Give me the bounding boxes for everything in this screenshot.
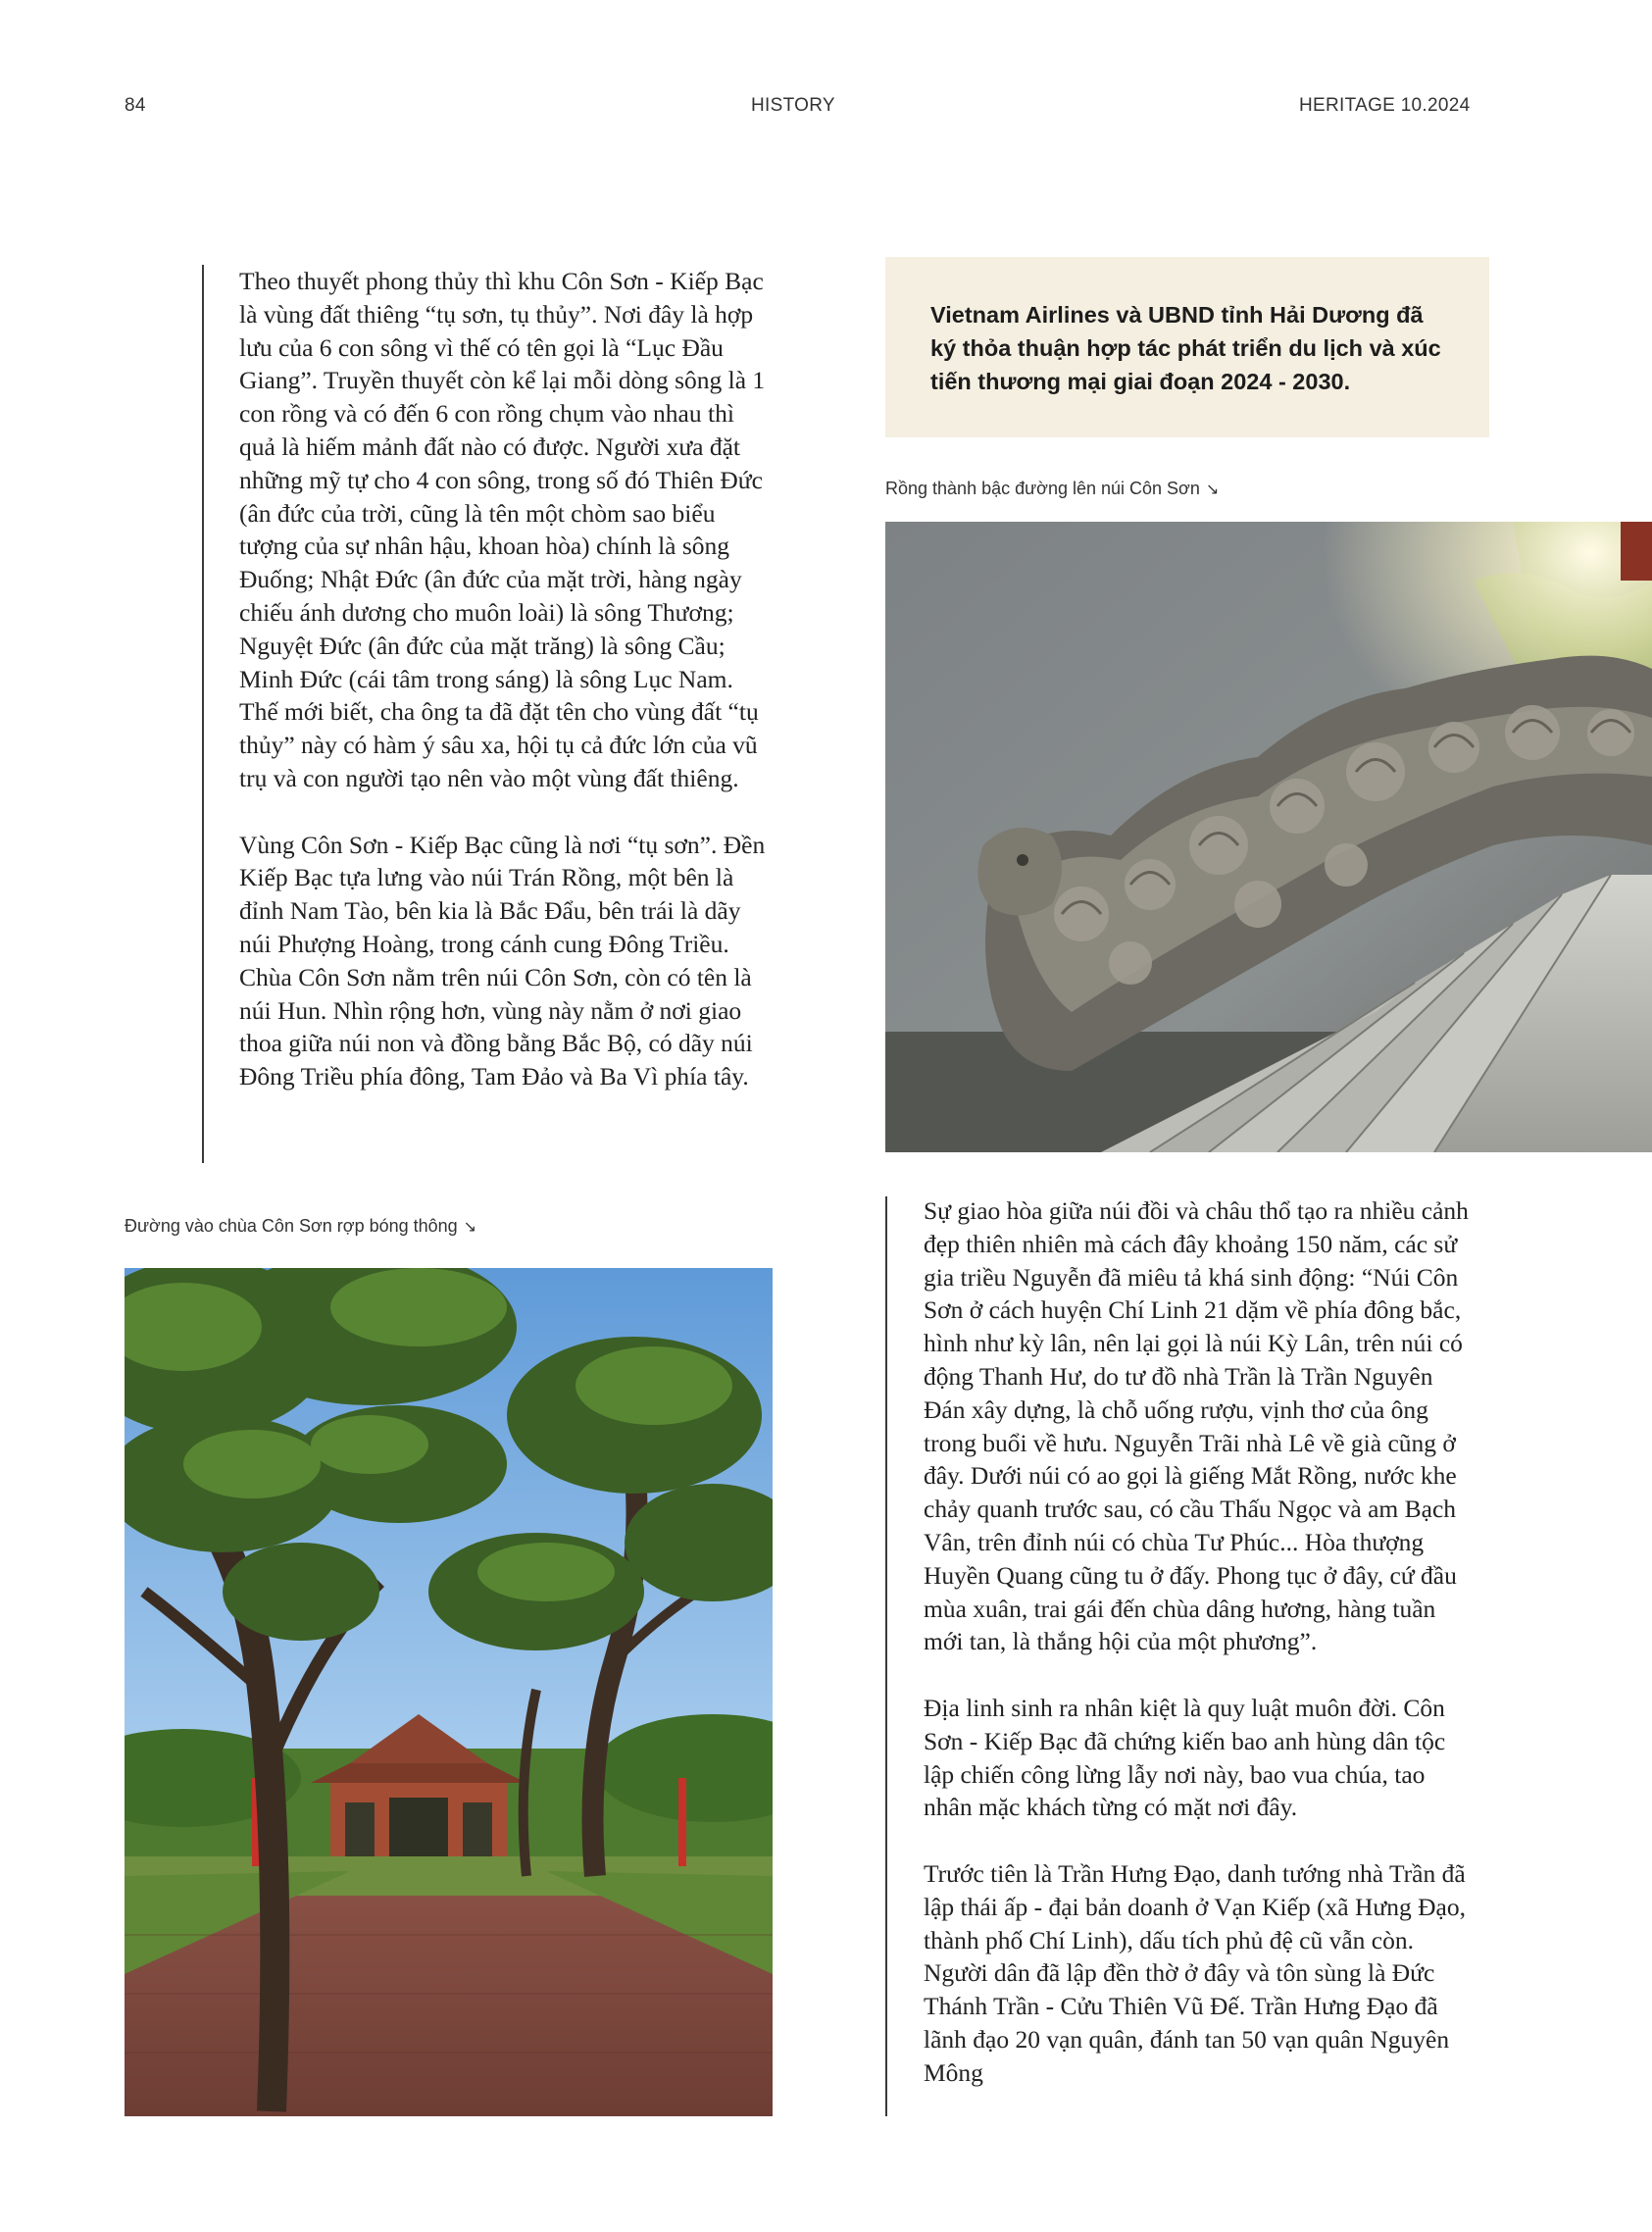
page-number: 84 bbox=[125, 95, 146, 116]
right-column-rule bbox=[885, 1196, 887, 2116]
caption-text: Đường vào chùa Côn Sơn rợp bóng thông bbox=[125, 1216, 458, 1236]
pine-photo-caption bbox=[125, 1216, 476, 1237]
callout-text: Vietnam Airlines và UBND tỉnh Hải Dương đã ký thỏa thuận hợp tác phát triển du lịch và xúc tiến thương mại giai đoạn 2024 - 2030. bbox=[930, 302, 1441, 394]
paragraph: Trước tiên là Trần Hưng Đạo, danh tướng nhà Trần đã lập thái ấp - đại bản doanh ở Vạn Kiếp (xã Hưng Đạo, thành phố Chí Linh), dấu tích phủ đệ cũ vẫn còn. Người dân đã lập đền thờ ở đây và tôn sùng là Đức Thánh Trần - Cửu Thiên Vũ Đế. Trần Hưng Đạo đã lãnh đạo 20 vạn quân, đánh tan 50 vạn quân Nguyên Mông bbox=[924, 1858, 1466, 2087]
paragraph: Theo thuyết phong thủy thì khu Côn Sơn - Kiếp Bạc là vùng đất thiêng “tụ sơn, tụ thủy”. Nơi đây là hợp lưu của 6 con sông vì thế có tên gọi là “Lục Đầu Giang”. Truyền thuyết còn kể lại mỗi dòng sông là 1 con rồng và có đến 6 con rồng chụm vào nhau thì quả là hiếm mảnh đất nào có được. Người xưa đặt những mỹ tự cho 4 con sông, trong số đó Thiên Đức (ân đức của trời, cũng là tên một chòm sao biểu tượng của sự nhân hậu, khoan hòa) chính là sông Đuống; Nhật Đức (ân đức của mặt trời, hàng ngày chiếu ánh dương cho muôn loài) là sông Thương; Nguyệt Đức (ân đức của mặt trăng) là sông Cầu; Minh Đức (cái tâm trong sáng) là sông Lục Nam. Thế mới biết, cha ông ta đã đặt tên cho vùng đất “tụ thủy” này có hàm ý sâu xa, hội tụ cả đức lớn của vũ trụ và con người tạo nên vào một vùng đất thiêng. bbox=[239, 267, 766, 792]
left-column-rule bbox=[202, 265, 204, 1163]
pine-pathway-photo bbox=[125, 1268, 773, 2116]
arrow-down-right-icon: ↘ bbox=[463, 1219, 477, 1236]
paragraph: Sự giao hòa giữa núi đồi và châu thổ tạo ra nhiều cảnh đẹp thiên nhiên mà cách đây khoảng 150 năm, các sử gia triều Nguyễn đã miêu tả khá sinh động: “Núi Côn Sơn ở cách huyện Chí Linh 21 dặm về phía đông bắc, hình như kỳ lân, nên lại gọi là núi Kỳ Lân, trên núi có động Thanh Hư, do tư đồ nhà Trần là Trần Nguyên Đán xây dựng, là chỗ uống rượu, vịnh thơ của ông trong buổi về hưu. Nguyễn Trãi nhà Lê về già cũng ở đây. Dưới núi có ao gọi là giếng Mắt Rồng, nước khe chảy quanh trước sau, có cầu Thấu Ngọc và am Bạch Vân, trên đỉnh núi có chùa Tư Phúc... Hòa thượng Huyền Quang cũng tu ở đấy. Phong tục ở đây, cứ đầu mùa xuân, trai gái đến chùa dâng hương, hàng tuần mới tan, là thắng hội của một phương”. bbox=[924, 1196, 1469, 1656]
dragon-photo-caption bbox=[885, 479, 1219, 499]
arrow-down-right-icon: ↘ bbox=[1205, 482, 1220, 498]
issue-label: HERITAGE 10.2024 bbox=[1299, 95, 1471, 116]
section-title: HISTORY bbox=[751, 95, 835, 116]
paragraph: Địa linh sinh ra nhân kiệt là quy luật muôn đời. Côn Sơn - Kiếp Bạc đã chứng kiến bao anh hùng dân tộc lập chiến công lừng lẫy nơi này, bao vua chúa, tao nhân mặc khách từng có mặt nơi đây. bbox=[924, 1693, 1446, 1822]
right-column-text bbox=[924, 1194, 1469, 2090]
callout-box bbox=[885, 257, 1489, 437]
caption-text: Rồng thành bậc đường lên núi Côn Sơn bbox=[885, 479, 1200, 498]
dragon-stair-photo bbox=[885, 522, 1652, 1152]
paragraph: Vùng Côn Sơn - Kiếp Bạc cũng là nơi “tụ sơn”. Đền Kiếp Bạc tựa lưng vào núi Trán Rồng, một bên là đỉnh Nam Tào, bên kia là Bắc Đẩu, bên trái là dãy núi Phượng Hoàng, trong cánh cung Đông Triều. Chùa Côn Sơn nằm trên núi Côn Sơn, còn có tên là núi Hun. Nhìn rộng hơn, vùng này nằm ở nơi giao thoa giữa núi non và đồng bằng Bắc Bộ, có dãy núi Đông Triều phía đông, Tam Đảo và Ba Vì phía tây. bbox=[239, 830, 766, 1091]
left-column-text bbox=[239, 265, 776, 1093]
